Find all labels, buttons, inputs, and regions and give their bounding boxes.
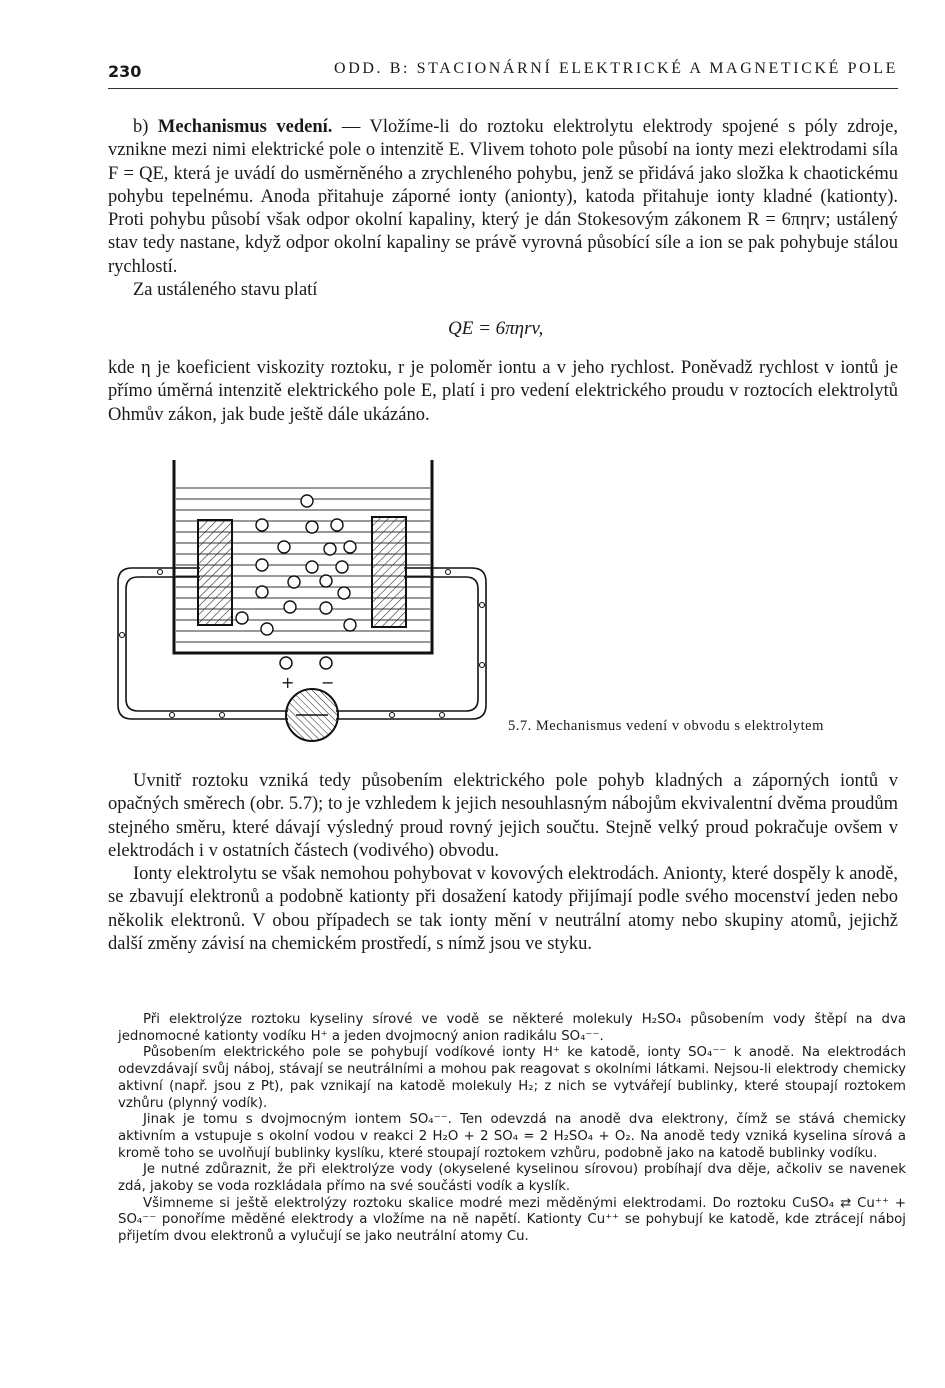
page-header (108, 58, 898, 89)
section-label: b) (133, 117, 149, 137)
section-after-equation (108, 357, 898, 427)
explanation-paragraph: kde η je koeficient viskozity roztoku, r je poloměr iontu a v jeho rychlost. Poněvadž rychlost v iontů je přímo úměrná intenzitě elektrického pole E, platí i pro vedení elektrického proudu v roztocích elektrolytů Ohmův zákon, jak bude ještě dále ukázáno. (108, 358, 898, 425)
equation: QE = 6πηrv, (448, 318, 544, 339)
minus-sign: − (321, 673, 335, 692)
plus-sign: + (281, 673, 295, 692)
note-copper: Všimneme si ještě elektrolýzy roztoku skalice modré mezi měděnými elektrodami. Do roztoku CuSO₄ ⇄ Cu⁺⁺ + SO₄⁻⁻ ponoříme měděné elektrody a vložíme na ně napětí. Kationty Cu⁺⁺ se pohybují ke katodě, kde ztrácejí náboj přijetím dvou elektronů a vylučují se jako neutrální atomy Cu. (118, 1195, 906, 1245)
page-number: 230 (108, 62, 142, 81)
electrolysis-figure (112, 455, 497, 765)
note-hydrogen: Působením elektrického pole se pohybují vodíkové ionty H⁺ ke katodě, ionty SO₄⁻⁻ k anodě. Na elektrodách odevzdávají svůj náboj, stávají se neutrálními a mohou pak reagovat s okolními látkami. Nejsou-li elektrody chemicky aktivní (např. jsou z Pt), pak vznikají na katodě molekuly H₂; z nich se vytvářejí bublinky, které stoupají roztokem vzhůru (plynný vodík). (118, 1045, 906, 1111)
notes-block (118, 1012, 906, 1246)
section-title: Mechanismus vedení. (157, 117, 333, 137)
section-text: — Vložíme-li do roztoku elektrolytu elektrody spojené s póly zdroje, vznikne mezi nimi elektrické pole o intenzitě E. Vlivem tohoto pole působí na ionty mezi elektrodami síla F = QE, která je uvádí do usměrněného a zrychleného pohybu, jenž se přidává jako složka k chaotickému pohybu tepelnému. Anoda přitahuje záporné ionty (anionty), katoda přitahuje ionty kladné (kationty). Proti pohybu působí však odpor okolní kapaliny, který je dán Stokesovým zákonem R = 6πηrv; ustálený stav tedy nastane, když odpor okolní kapaliny se právě vyrovná působící síle a ion se pak pohybuje stálou rychlostí. (108, 117, 899, 277)
anode-electrode (198, 520, 232, 625)
main-text (108, 770, 898, 956)
section-mechanism (108, 116, 898, 302)
running-title: ODD. B: STACIONÁRNÍ ELEKTRICKÉ A MAGNETICKÉ POLE (334, 60, 898, 77)
paragraph-electrodes: Ionty elektrolytu se však nemohou pohybovat v kovových elektrodách. Anionty, které dospěly k anodě, se zbavují elektronů a podobně kationty při dosažení katody přijímají podle svého mocenství jeden nebo několik elektronů. V obou případech se tak ionty mění v neutrální atomy nebo skupiny atomů, jejichž další změny závisí na chemickém prostředí, s nímž jsou ve styku. (108, 864, 898, 955)
section-intro-paragraph (108, 116, 898, 279)
paragraph-ion-motion: Uvnitř roztoku vzniká tedy působením elektrického pole pohyb kladných a záporných iontů v opačných směrech (obr. 5.7); to je vzhledem k jejich nesouhlasným nábojům ekvivalentní dvěma proudům stejného směru, které dávají výsledný proud rovný jejich součtu. Stejně velký proud pokračuje ovšem v elektrodách i v ostatních částech (vodivého) obvodu. (108, 771, 898, 861)
cathode-electrode (372, 517, 406, 627)
steady-state-paragraph: Za ustáleného stavu platí (133, 280, 318, 301)
note-sulfate: Jinak je tomu s dvojmocným iontem SO₄⁻⁻. Ten odevzdá na anodě dva elektrony, čímž se stává chemicky aktivním a vstupuje s okolní vodou v reakci 2 H₂O + 2 SO₄ = 2 H₂SO₄ + O₂. Na anodě tedy vzniká kyselina sírová a kromě toho se uvolňují bublinky kyslíku, které stoupají roztokem vzhůru, podobně jako na katodě bublinky vodíku. (118, 1112, 906, 1161)
note-sulfuric: Při elektrolýze roztoku kyseliny sírové ve vodě se některé molekuly H₂SO₄ působením vody štěpí na dva jednomocné kationty vodíku H⁺ a jeden dvojmocný anion radikálu SO₄⁻⁻. (118, 1012, 906, 1044)
battery-source (286, 689, 338, 741)
figure-caption: 5.7. Mechanismus vedení v obvodu s elektrolytem (508, 718, 824, 734)
ion-legend (280, 657, 332, 669)
note-two-processes: Je nutné zdůraznit, že při elektrolýze vody (okyselené kyselinou sírovou) probíhají dva děje, ačkoliv se navenek zdá, jakoby se voda rozkládala přímo na své součásti vodík a kyslík. (118, 1162, 906, 1195)
